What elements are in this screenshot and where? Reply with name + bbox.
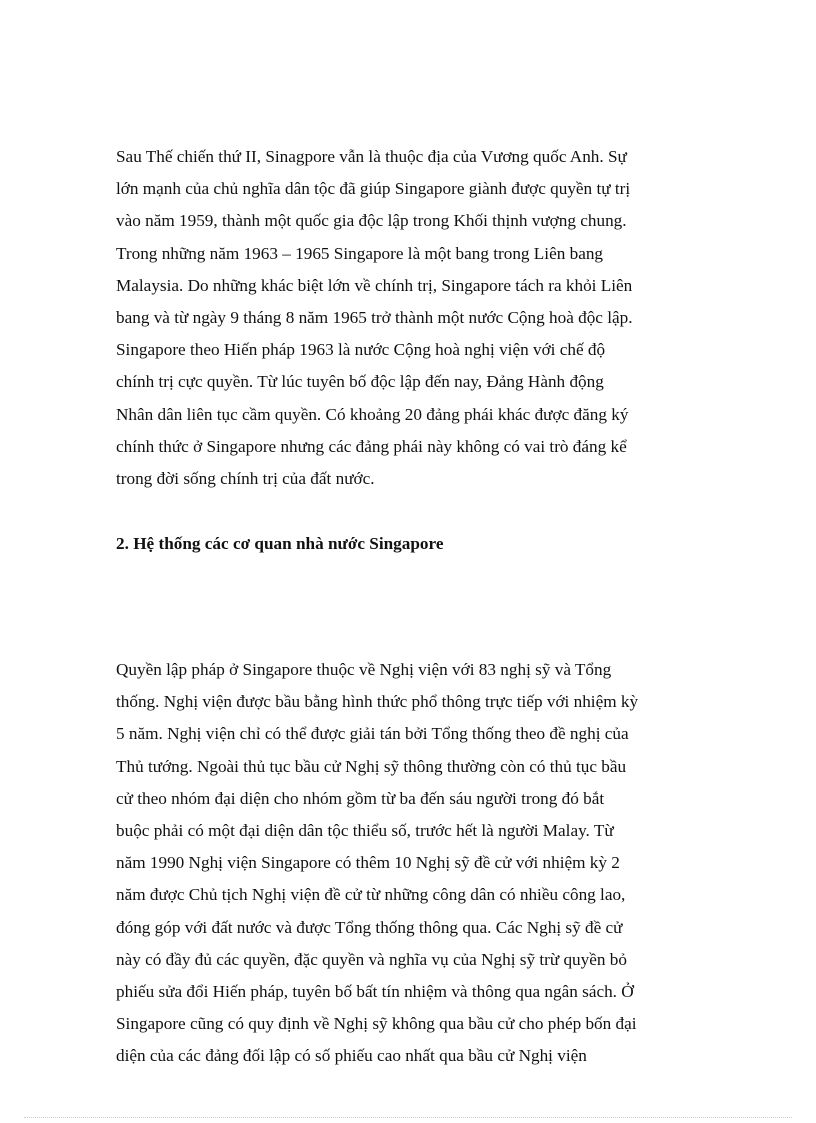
text-line: buộc phải có một đại diện dân tộc thiểu số, trước hết là người Malay. Từ xyxy=(116,820,614,840)
paragraph-history xyxy=(116,141,706,495)
text-line: 5 năm. Nghị viện chỉ có thể được giải tán bởi Tổng thống theo đề nghị của xyxy=(116,724,629,744)
text-line: Sau Thế chiến thứ II, Sinagpore vẫn là thuộc địa của Vương quốc Anh. Sự xyxy=(116,147,627,166)
text-line: Thủ tướng. Ngoài thủ tục bầu cử Nghị sỹ thông thường còn có thủ tục bầu xyxy=(116,756,627,776)
text-line: trong đời sống chính trị của đất nước. xyxy=(116,468,375,488)
text-line: Singapore cũng có quy định về Nghị sỹ không qua bầu cử cho phép bốn đại xyxy=(116,1014,637,1034)
text-line: chính trị cực quyền. Từ lúc tuyên bố độc lập đến nay, Đảng Hành động xyxy=(116,372,604,392)
text-line: Singapore theo Hiến pháp 1963 là nước Cộng hoà nghị viện với chế độ xyxy=(116,340,606,360)
text-line: phiếu sửa đổi Hiến pháp, tuyên bố bất tín nhiệm và thông qua ngân sách. Ở xyxy=(116,981,634,1001)
page-bottom-divider xyxy=(24,1117,792,1118)
text-line: Trong những năm 1963 – 1965 Singapore là một bang trong Liên bang xyxy=(116,243,604,263)
text-line: Nhân dân liên tục cầm quyền. Có khoảng 20 đảng phái khác được đăng ký xyxy=(116,404,629,424)
text-line: cử theo nhóm đại diện cho nhóm gồm từ ba đến sáu người trong đó bắt xyxy=(116,788,605,808)
text-line: đóng góp với đất nước và được Tổng thống thông qua. Các Nghị sỹ đề cử xyxy=(116,917,623,937)
text-line: bang và từ ngày 9 tháng 8 năm 1965 trở thành một nước Cộng hoà độc lập. xyxy=(116,307,633,327)
text-line: Quyền lập pháp ở Singapore thuộc về Nghị viện với 83 nghị sỹ và Tổng xyxy=(116,660,612,679)
text-line: năm được Chủ tịch Nghị viện đề cử từ những công dân có nhiều công lao, xyxy=(116,885,626,905)
text-line: này có đầy đủ các quyền, đặc quyền và nghĩa vụ của Nghị sỹ trừ quyền bỏ xyxy=(116,949,627,969)
text-line: năm 1990 Nghị viện Singapore có thêm 10 Nghị sỹ đề cử với nhiệm kỳ 2 xyxy=(116,853,620,873)
text-line: chính thức ở Singapore nhưng các đảng phái này không có vai trò đáng kể xyxy=(116,436,627,456)
text-line: diện của các đảng đối lập có số phiếu cao nhất qua bầu cử Nghị viện xyxy=(116,1046,587,1066)
paragraph-legislature xyxy=(116,654,706,1072)
text-line: lớn mạnh của chủ nghĩa dân tộc đã giúp Singapore giành được quyền tự trị xyxy=(116,179,631,199)
text-line: Malaysia. Do những khác biệt lớn về chính trị, Singapore tách ra khỏi Liên xyxy=(116,275,633,295)
section-heading: 2. Hệ thống các cơ quan nhà nước Singapore xyxy=(116,534,444,553)
text-line: vào năm 1959, thành một quốc gia độc lập trong Khối thịnh vượng chung. xyxy=(116,211,627,231)
text-line: thống. Nghị viện được bầu bằng hình thức phổ thông trực tiếp với nhiệm kỳ xyxy=(116,692,639,712)
